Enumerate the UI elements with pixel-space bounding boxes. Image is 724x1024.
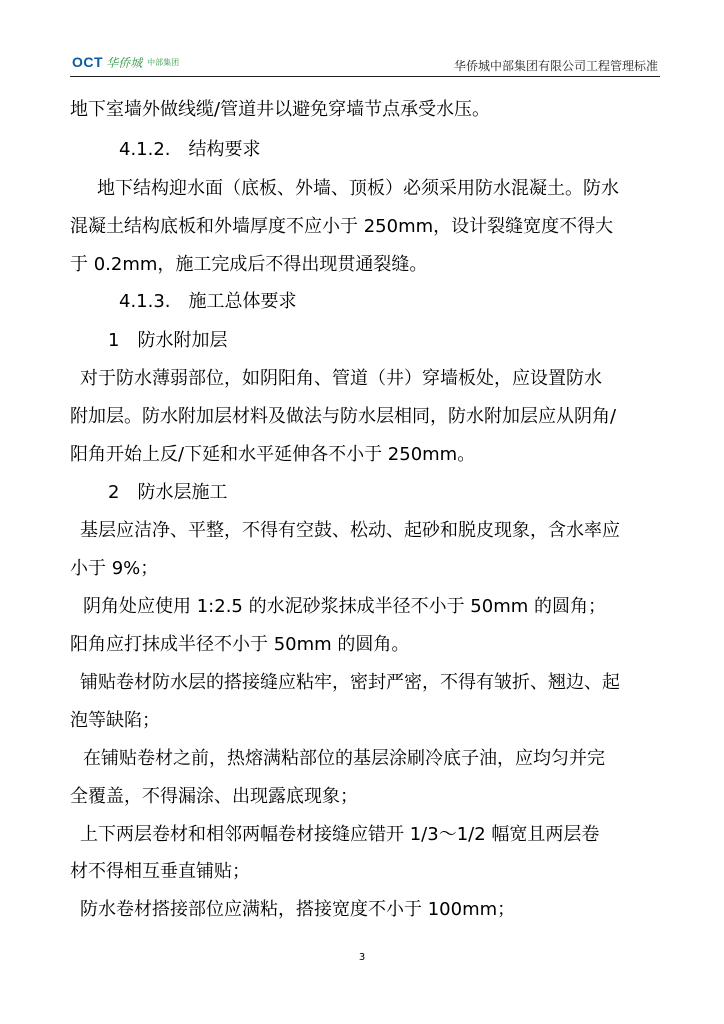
- body-line: 铺贴卷材防水层的搭接缝应粘牢，密封严密，不得有皱折、翘边、起: [80, 672, 620, 693]
- body-line: 阳角应打抹成半径不小于 50mm 的圆角。: [70, 634, 410, 655]
- body-line: 全覆盖，不得漏涂、出现露底现象；: [70, 786, 358, 807]
- company-logo: [72, 53, 179, 71]
- subsection-heading-1: 1 防水附加层: [108, 330, 228, 351]
- body-line: 基层应洁净、平整，不得有空鼓、松动、起砂和脱皮现象，含水率应: [80, 520, 620, 541]
- body-line: 混凝土结构底板和外墙厚度不应小于 250mm，设计裂缝宽度不得大: [70, 216, 614, 237]
- logo-oct-text: OCT: [72, 54, 104, 70]
- body-line: 泡等缺陷；: [70, 710, 160, 731]
- subsection-heading-2: 2 防水层施工: [108, 482, 228, 503]
- body-line: 防水卷材搭接部位应满粘，搭接宽度不小于 100mm；: [80, 899, 516, 920]
- body-line: 小于 9%；: [70, 558, 159, 579]
- body-line: 阴角处应使用 1:2.5 的水泥砂浆抹成半径不小于 50mm 的圆角；: [83, 596, 606, 617]
- body-line: 对于防水薄弱部位，如阴阳角、管道（井）穿墙板处，应设置防水: [80, 368, 602, 389]
- logo-chinese-text: 华侨城: [106, 55, 143, 70]
- body-line: 阳角开始上反/下延和水平延伸各不小于 250mm。: [70, 444, 476, 465]
- body-line: 附加层。防水附加层材料及做法与防水层相同，防水附加层应从阴角/: [70, 406, 617, 427]
- logo-subtitle: 中部集团: [147, 57, 180, 67]
- body-line: 在铺贴卷材之前，热熔满粘部位的基层涂刷冷底子油，应均匀并完: [83, 748, 605, 769]
- body-line: 于 0.2mm，施工完成后不得出现贯通裂缝。: [70, 254, 428, 275]
- page-header: [70, 50, 660, 77]
- body-line: 地下室墙外做线缆/管道井以避免穿墙节点承受水压。: [70, 99, 491, 120]
- section-heading-4-1-3: 4.1.3. 施工总体要求: [119, 291, 297, 312]
- body-line: 地下结构迎水面（底板、外墙、顶板）必须采用防水混凝土。防水: [97, 178, 619, 199]
- section-heading-4-1-2: 4.1.2. 结构要求: [119, 139, 261, 160]
- body-line: 材不得相互垂直铺贴；: [70, 861, 250, 882]
- header-title: 华侨城中部集团有限公司工程管理标准: [453, 59, 658, 73]
- body-line: 上下两层卷材和相邻两幅卷材接缝应错开 1/3～1/2 幅宽且两层卷: [80, 824, 600, 845]
- page-number: 3: [358, 952, 366, 963]
